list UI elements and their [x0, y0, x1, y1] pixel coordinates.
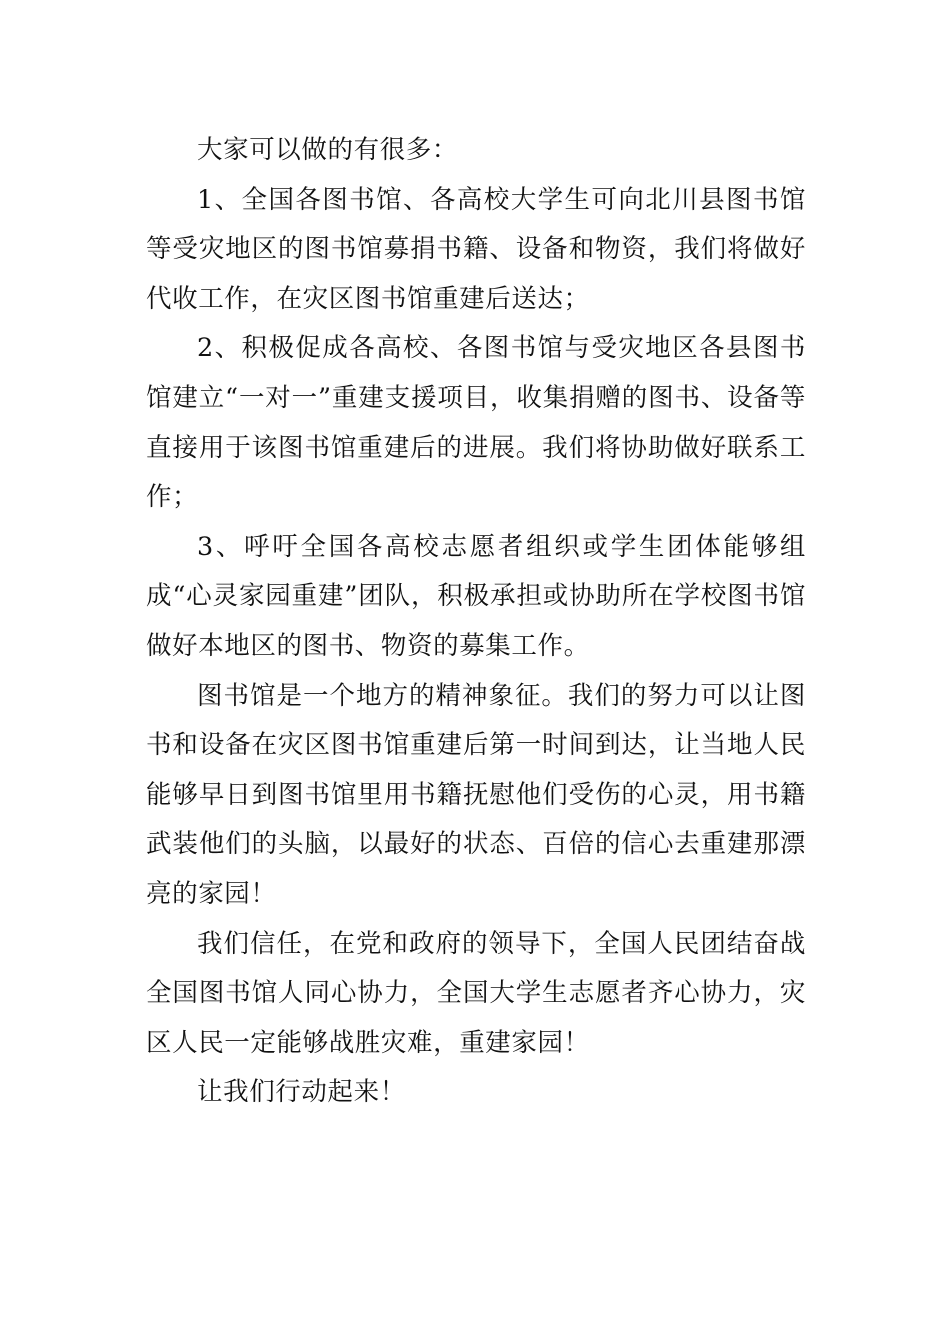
- paragraph-belief: 我们信任，在党和政府的领导下，全国人民团结奋战全国图书馆人同心协力，全国大学生志愿者齐心协力，灾区人民一定能够战胜灾难，重建家园！: [146, 928, 806, 1058]
- paragraph-library-symbol: 图书馆是一个地方的精神象征。我们的努力可以让图书和设备在灾区图书馆重建后第一时间到达，让当地人民能够早日到图书馆里用书籍抚慰他们受伤的心灵，用书籍武装他们的头脑，以最好的状态、百倍的信心去重建那漂亮的家园！: [146, 680, 806, 909]
- paragraph-call-to-action: 让我们行动起来！: [197, 1077, 406, 1108]
- paragraph-item-1: 1、全国各图书馆、各高校大学生可向北川县图书馆等受灾地区的图书馆募捐书籍、设备和物资，我们将做好代收工作，在灾区图书馆重建后送达；: [146, 184, 806, 314]
- paragraph-item-2: 2、积极促成各高校、各图书馆与受灾地区各县图书馆建立“一对一”重建支援项目，收集捐赠的图书、设备等直接用于该图书馆重建后的进展。我们将协助做好联系工作；: [146, 333, 806, 513]
- paragraph-intro: 大家可以做的有很多：: [197, 135, 459, 165]
- document-body: [146, 126, 806, 1118]
- paragraph-item-3: 3、呼吁全国各高校志愿者组织或学生团体能够组成“心灵家园重建”团队，积极承担或协助所在学校图书馆做好本地区的图书、物资的募集工作。: [146, 531, 806, 661]
